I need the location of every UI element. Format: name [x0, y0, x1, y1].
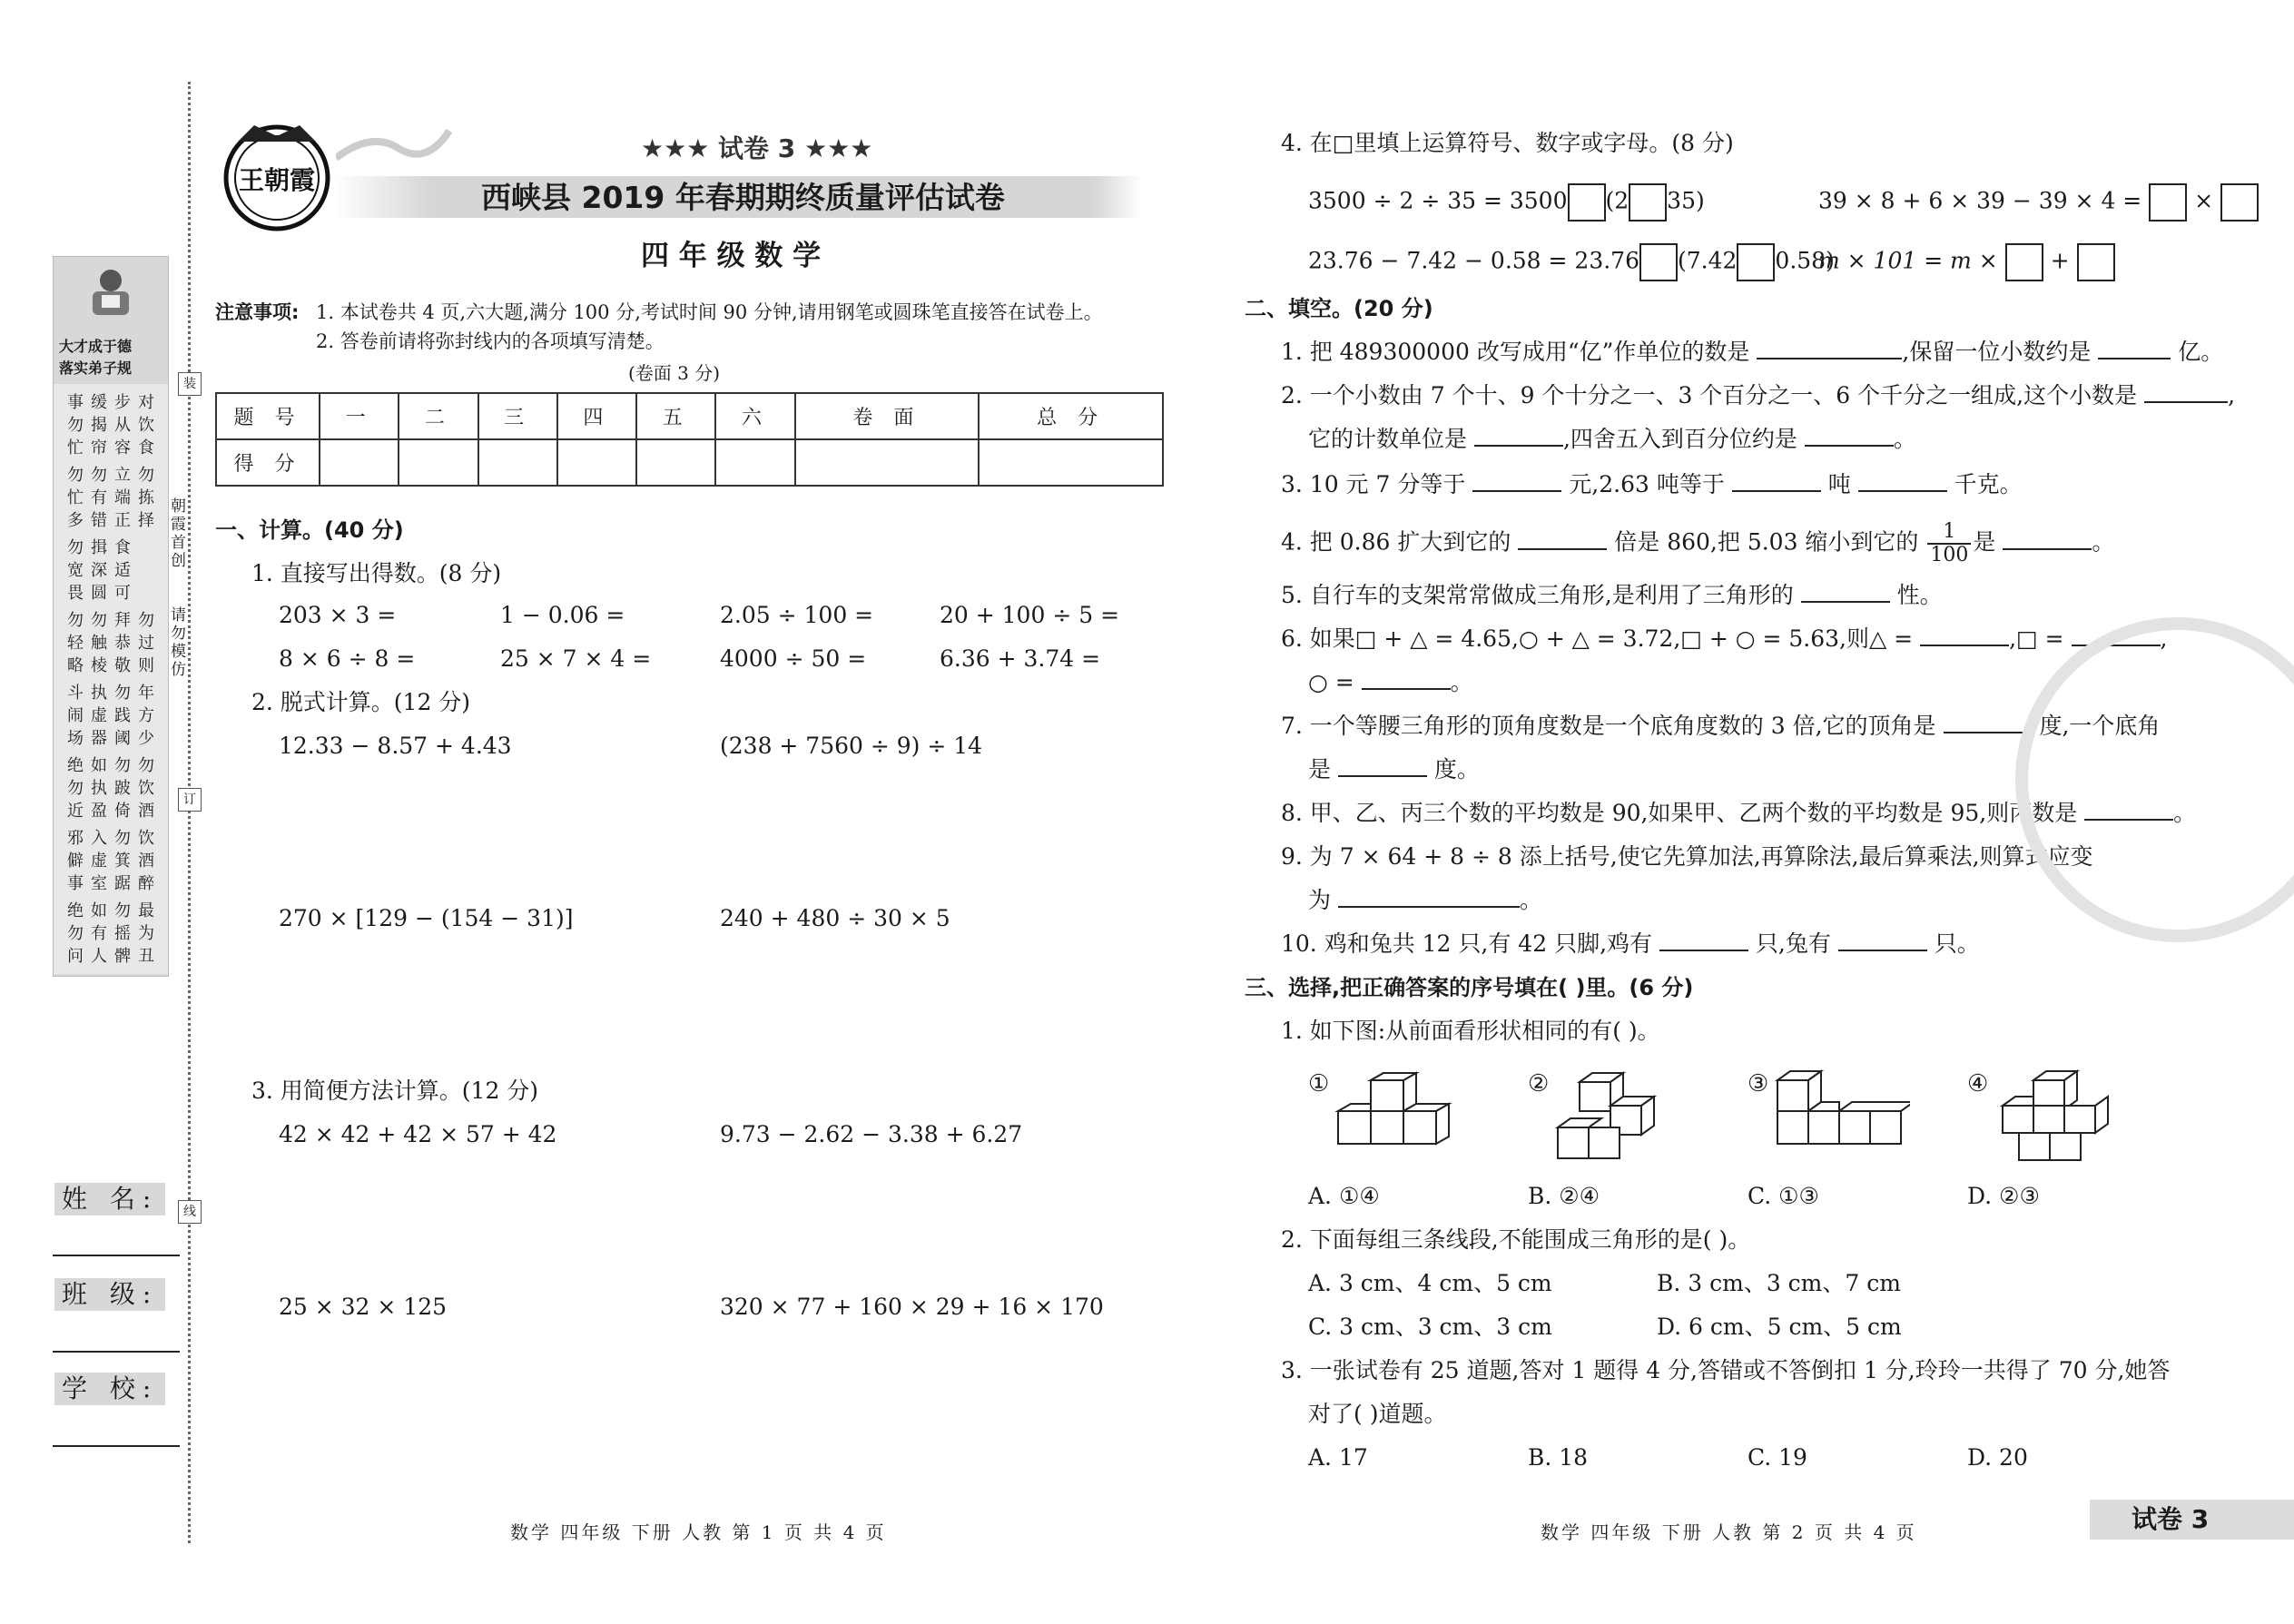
figure-label: ② [1528, 1070, 1550, 1097]
score-cell[interactable] [636, 439, 715, 486]
fraction: $\frac{1}{100}$ [1927, 521, 1971, 566]
score-cell[interactable] [795, 439, 980, 486]
fill-question: 8. 甲、乙、丙三个数的平均数是 90,如果甲、乙两个数的平均数是 95,则丙数是 。 [1281, 800, 2197, 826]
motto-column: 执虚器 [91, 684, 107, 748]
figure-label: ① [1308, 1070, 1330, 1097]
school-label: 学 校: [54, 1373, 165, 1405]
motto-column: 入虚室 [91, 829, 107, 893]
binding-note: 请勿模仿 [171, 606, 186, 679]
score-cell[interactable] [320, 439, 399, 486]
choice-option[interactable]: B. 3 cm、3 cm、7 cm [1657, 1270, 1901, 1296]
question-title: 4. 在□里填上运算符号、数字或字母。(8 分) [1281, 130, 1734, 156]
answer-blank[interactable] [1805, 425, 1894, 447]
score-note: (卷面 3 分) [628, 362, 721, 384]
fill-question: 为 。 [1308, 887, 1542, 913]
question-title: 2. 脱式计算。(12 分) [251, 689, 471, 715]
answer-box[interactable] [2149, 183, 2187, 221]
answer-blank[interactable] [1801, 581, 1890, 603]
motto-column: 事勿忙 [67, 393, 84, 458]
answer-box[interactable] [2077, 243, 2115, 281]
answer-blank[interactable] [1474, 425, 1563, 447]
motto-column: 缓揭帘 [91, 393, 107, 458]
choice-question: 1. 如下图:从前面看形状相同的有( )。 [1281, 1018, 1660, 1044]
motto-line: 大才成于德 [59, 338, 133, 355]
score-cell[interactable] [478, 439, 557, 486]
motto-column: 拜恭敬 [114, 611, 131, 675]
motto-column: 勿过则 [138, 611, 154, 675]
figure-label: ③ [1748, 1070, 1769, 1097]
choice-option[interactable]: C. 3 cm、3 cm、3 cm [1308, 1314, 1552, 1340]
answer-blank[interactable] [1362, 668, 1451, 690]
choice-option[interactable]: B. 18 [1528, 1444, 1589, 1471]
answer-blank[interactable] [1858, 470, 1947, 492]
score-cell[interactable] [715, 439, 794, 486]
fill-question: 它的计数单位是 ,四舍五入到百分位约是 。 [1308, 426, 1916, 452]
answer-box[interactable] [2220, 183, 2259, 221]
fill-question: 7. 一个等腰三角形的顶角度数是一个底角度数的 3 倍,它的顶角是 度,一个底角 [1281, 713, 2161, 739]
answer-blank[interactable] [1518, 528, 1607, 550]
motto-column: 勿忙多 [67, 466, 84, 530]
name-label: 姓 名: [54, 1183, 165, 1216]
answer-box[interactable] [1629, 183, 1667, 221]
motto-column: 如有人 [91, 901, 107, 966]
oral-item: 2.05 ÷ 100 = [720, 602, 874, 628]
section-heading: 二、填空。(20 分) [1245, 296, 1433, 321]
choice-option[interactable]: A. 17 [1308, 1444, 1368, 1471]
answer-blank[interactable] [1944, 712, 2033, 733]
motto-column: 勿轻略 [67, 611, 84, 675]
fill-question: 5. 自行车的支架常常做成三角形,是利用了三角形的 性。 [1281, 582, 1943, 608]
table-header-cell: 二 [399, 393, 478, 439]
motto-column: 勿有错 [91, 466, 107, 530]
watermark-stamp [2015, 617, 2294, 942]
binding-mark: 装 [178, 372, 202, 396]
table-header-cell: 总 分 [979, 393, 1163, 439]
answer-blank[interactable] [2098, 338, 2171, 359]
motto-column: 勿拣择 [138, 466, 154, 530]
table-header-cell: 卷 面 [795, 393, 980, 439]
choice-option[interactable]: D. ②③ [1967, 1183, 2040, 1209]
class-field[interactable] [53, 1351, 180, 1353]
oral-item: 1 − 0.06 = [500, 602, 625, 628]
table-header-cell: 一 [320, 393, 399, 439]
answer-blank[interactable] [1920, 625, 2009, 646]
answer-box[interactable] [2005, 243, 2043, 281]
score-cell[interactable] [979, 439, 1163, 486]
calc-item: 270 × [129 − (154 − 31)] [279, 905, 574, 931]
binding-line [188, 82, 191, 1543]
choice-option[interactable]: C. ①③ [1748, 1183, 1819, 1209]
section-heading: 三、选择,把正确答案的序号填在( )里。(6 分) [1245, 975, 1694, 1000]
motto-column: 勿宽畏 [67, 538, 84, 603]
answer-blank[interactable] [2003, 528, 2092, 550]
motto-text-area [54, 384, 168, 974]
motto-column: 饮酒醉 [138, 829, 154, 893]
motto-column: 立端正 [114, 466, 131, 530]
page-footer: 数学 四年级 下册 人教 第 1 页 共 4 页 [510, 1521, 887, 1543]
choice-option[interactable]: A. 3 cm、4 cm、5 cm [1308, 1270, 1552, 1296]
table-header-cell: 题 号 [216, 393, 320, 439]
question-title: 3. 用简便方法计算。(12 分) [251, 1078, 539, 1104]
calc-item: 240 + 480 ÷ 30 × 5 [720, 905, 950, 931]
brand-logo [218, 116, 336, 234]
calc-item: 320 × 77 + 160 × 29 + 16 × 170 [720, 1294, 1104, 1320]
figure-label: ④ [1967, 1070, 1989, 1097]
motto-column: 步从容 [114, 393, 131, 458]
answer-box[interactable] [1737, 243, 1775, 281]
motto-column: 对饮食 [138, 393, 154, 458]
cube-figure-4 [1994, 1064, 2121, 1164]
table-header-cell: 三 [478, 393, 557, 439]
page-title: 西峡县 2019 年春期期终质量评估试卷 [481, 180, 1005, 215]
choice-option[interactable]: C. 19 [1748, 1444, 1807, 1471]
fill-question: 4. 把 0.86 扩大到它的 倍是 860,把 5.03 缩小到它的 $\frac{1}{100}$ 是 。 [1281, 520, 2115, 566]
calc-item: 25 × 32 × 125 [279, 1294, 448, 1320]
fill-question: 3. 10 元 7 分等于 元,2.63 吨等于 吨 千克。 [1281, 471, 2023, 497]
motto-column: 勿触棱 [91, 611, 107, 675]
school-field[interactable] [53, 1445, 180, 1447]
answer-blank[interactable] [1472, 470, 1561, 492]
choice-option[interactable]: A. ①④ [1308, 1183, 1380, 1209]
table-cell: 得 分 [216, 439, 320, 486]
motto-column: 如执盈 [91, 756, 107, 821]
notice-line: 2. 答卷前请将弥封线内的各项填写清楚。 [316, 330, 665, 352]
motto-column: 勿饮酒 [138, 756, 154, 821]
page-subtitle: 四 年 级 数 学 [641, 240, 822, 272]
score-cell[interactable] [557, 439, 636, 486]
oral-item: 20 + 100 ÷ 5 = [940, 602, 1120, 628]
name-field[interactable] [53, 1255, 180, 1256]
binding-note: 朝霞首创 [171, 497, 186, 570]
fill-question: 1. 把 489300000 改写成用“亿”作单位的数是 ,保留一位小数约是 亿。 [1281, 339, 2224, 365]
oral-item: 6.36 + 3.74 = [940, 645, 1101, 672]
page-footer: 数学 四年级 下册 人教 第 2 页 共 4 页 [1541, 1521, 1917, 1543]
calc-item: 42 × 42 + 42 × 57 + 42 [279, 1121, 557, 1147]
choice-question: 2. 下面每组三条线段,不能围成三角形的是( )。 [1281, 1226, 1751, 1253]
fill-question: ○ = 。 [1308, 669, 1473, 695]
table-header-cell: 六 [715, 393, 794, 439]
scholar-icon [84, 264, 138, 319]
fill-expression: 39 × 8 + 6 × 39 − 39 × 4 = × [1818, 183, 2259, 221]
sidebar-motto-panel [53, 256, 169, 977]
table-header-cell: 五 [636, 393, 715, 439]
motto-column: 勿践阈 [114, 684, 131, 748]
class-label: 班 级: [54, 1278, 165, 1311]
calc-item: (238 + 7560 ÷ 9) ÷ 14 [720, 733, 983, 759]
motto-column: 食适可 [114, 538, 131, 603]
table-row [216, 439, 1163, 486]
choice-option[interactable]: D. 6 cm、5 cm、5 cm [1657, 1314, 1902, 1340]
notice-label: 注意事项: [215, 301, 300, 323]
fill-question: 2. 一个小数由 7 个十、9 个十分之一、3 个百分之一、6 个千分之一组成,这个小数是 , [1281, 382, 2236, 408]
answer-box[interactable] [1639, 243, 1678, 281]
score-table [215, 392, 1164, 487]
motto-column: 邪僻事 [67, 829, 84, 893]
answer-blank[interactable] [1338, 886, 1520, 908]
notice-line: 1. 本试卷共 4 页,六大题,满分 100 分,考试时间 90 分钟,请用钢笔或圆珠笔直接答在试卷上。 [316, 301, 1103, 323]
footer-tag: 试卷 3 [2132, 1504, 2210, 1534]
table-header-cell: 四 [557, 393, 636, 439]
answer-box[interactable] [1568, 183, 1606, 221]
calc-item: 12.33 − 8.57 + 4.43 [279, 733, 512, 759]
answer-blank[interactable] [1838, 930, 1927, 951]
motto-column: 年方少 [138, 684, 154, 748]
section-heading: 一、计算。(40 分) [215, 517, 404, 543]
choice-option[interactable]: B. ②④ [1528, 1183, 1600, 1209]
oral-item: 4000 ÷ 50 = [720, 645, 867, 672]
fill-question: 10. 鸡和兔共 12 只,有 42 只脚,鸡有 只,兔有 只。 [1281, 930, 1980, 957]
cube-figure-3 [1774, 1064, 1910, 1151]
motto-column: 揖深圆 [91, 538, 107, 603]
calc-item: 9.73 − 2.62 − 3.38 + 6.27 [720, 1121, 1023, 1147]
cube-figure-2 [1554, 1064, 1678, 1164]
score-cell[interactable] [399, 439, 478, 486]
motto-column: 最为丑 [138, 901, 154, 966]
oral-item: 203 × 3 = [279, 602, 397, 628]
motto-line: 落实弟子规 [59, 359, 133, 377]
table-row [216, 393, 1163, 439]
binding-mark: 线 [178, 1200, 202, 1224]
fill-expression: 23.76 − 7.42 − 0.58 = 23.76 (7.42 0.58) [1308, 243, 1835, 281]
binding-mark: 订 [178, 788, 202, 812]
answer-blank[interactable] [1338, 755, 1427, 777]
cube-figure-1 [1334, 1064, 1458, 1151]
fill-expression: m × 101 = m × + [1818, 243, 2115, 281]
oral-item: 8 × 6 ÷ 8 = [279, 645, 416, 672]
motto-column: 勿摇髀 [114, 901, 131, 966]
choice-question: 对了( )道题。 [1308, 1401, 1447, 1427]
answer-blank[interactable] [2144, 381, 2228, 403]
fill-question: 是 度。 [1308, 756, 1480, 782]
svg-text:王朝霞: 王朝霞 [238, 165, 316, 195]
question-title: 1. 直接写出得数。(8 分) [251, 560, 502, 586]
fill-question: 6. 如果□ + △ = 4.65,○ + △ = 3.72,□ + ○ = 5.63,则△ = ,□ = , [1281, 625, 2168, 652]
fill-expression: 3500 ÷ 2 ÷ 35 = 3500 (2 35) [1308, 183, 1705, 221]
oral-item: 25 × 7 × 4 = [500, 645, 652, 672]
answer-blank[interactable] [1659, 930, 1748, 951]
motto-column: 绝勿问 [67, 901, 84, 966]
choice-option[interactable]: D. 20 [1967, 1444, 2028, 1471]
motto-column: 绝勿近 [67, 756, 84, 821]
motto-column: 斗闹场 [67, 684, 84, 748]
answer-blank[interactable] [1732, 470, 1821, 492]
motto-column: 勿箕踞 [114, 829, 131, 893]
paper-tag: ★★★ 试卷 3 ★★★ [641, 133, 873, 163]
ribbon-decoration [336, 122, 454, 167]
fill-question: 9. 为 7 × 64 + 8 ÷ 8 添上括号,使它先算加法,再算除法,最后算乘法,则算式应变 [1281, 843, 2093, 870]
motto-column: 勿跛倚 [114, 756, 131, 821]
answer-blank[interactable] [1757, 338, 1902, 359]
choice-question: 3. 一张试卷有 25 道题,答对 1 题得 4 分,答错或不答倒扣 1 分,玲玲一共得了 70 分,她答 [1281, 1357, 2171, 1383]
